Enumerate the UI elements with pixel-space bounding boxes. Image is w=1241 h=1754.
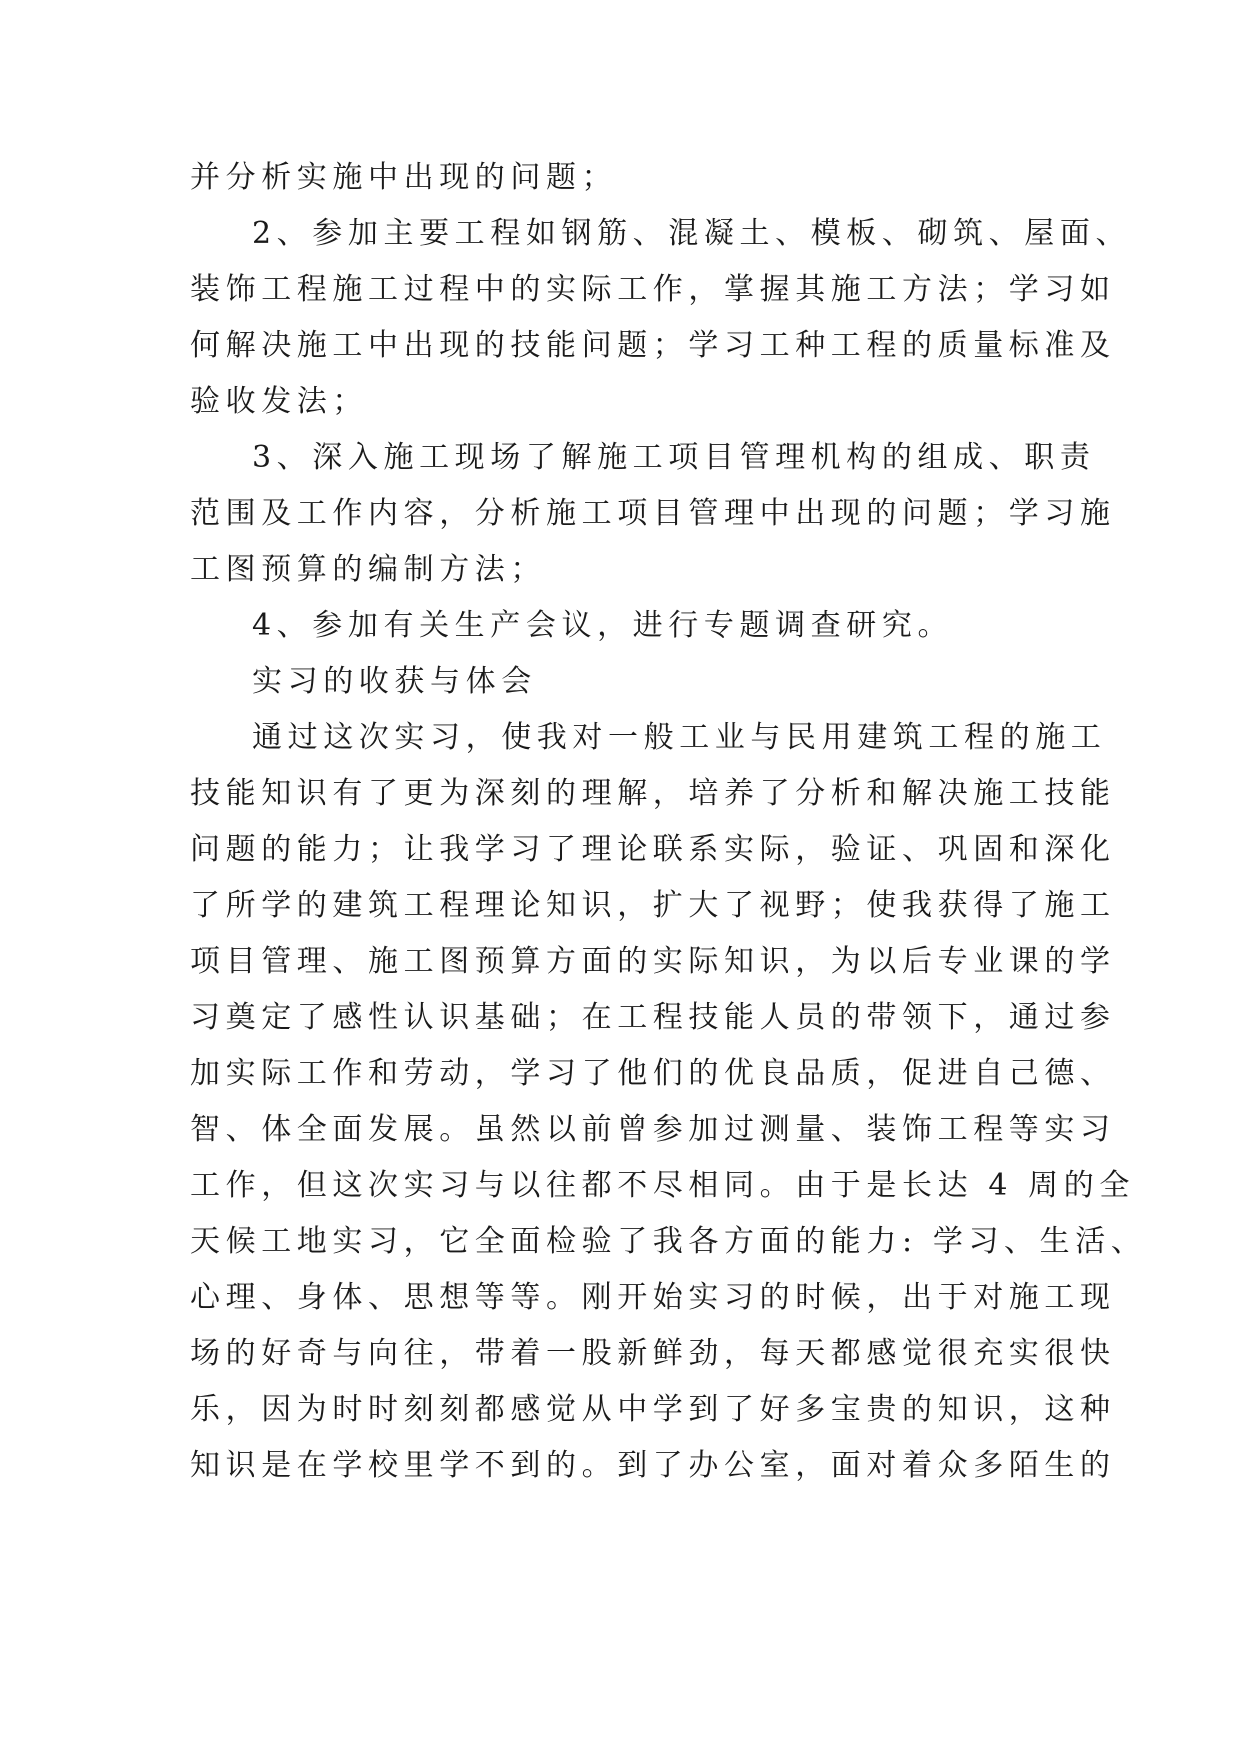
text-line: 场的好奇与向往，带着一股新鲜劲，每天都感觉很充实很快 <box>190 1336 1116 1371</box>
text-line: 3、深入施工现场了解施工项目管理机构的组成、职责 <box>252 440 1096 475</box>
text-line: 乐，因为时时刻刻都感觉从中学到了好多宝贵的知识，这种 <box>190 1392 1116 1427</box>
text-line: 验收发法； <box>190 384 368 419</box>
text-line: 知识是在学校里学不到的。到了办公室，面对着众多陌生的 <box>190 1448 1116 1483</box>
text-line: 范围及工作内容，分析施工项目管理中出现的问题；学习施 <box>190 496 1116 531</box>
text-line: 习奠定了感性认识基础；在工程技能人员的带领下，通过参 <box>190 1000 1116 1035</box>
text-line: 2、参加主要工程如钢筋、混凝土、模板、砌筑、屋面、 <box>252 216 1132 251</box>
text-line: 工图预算的编制方法； <box>190 552 546 587</box>
text-line: 天候工地实习，它全面检验了我各方面的能力: 学习、生活、 <box>190 1224 1147 1259</box>
text-line: 何解决施工中出现的技能问题；学习工种工程的质量标准及 <box>190 328 1116 363</box>
text-line: 4、参加有关生产会议，进行专题调查研究。 <box>252 608 954 643</box>
text-line: 技能知识有了更为深刻的理解，培养了分析和解决施工技能 <box>190 776 1116 811</box>
text-line: 装饰工程施工过程中的实际工作，掌握其施工方法；学习如 <box>190 272 1116 307</box>
text-line: 并分析实施中出现的问题； <box>190 160 618 195</box>
text-line: 工作，但这次实习与以往都不尽相同。由于是长达 4 周的全 <box>190 1168 1135 1203</box>
text-line: 问题的能力；让我学习了理论联系实际，验证、巩固和深化 <box>190 832 1116 867</box>
text-line: 加实际工作和劳动，学习了他们的优良品质，促进自己德、 <box>190 1056 1116 1091</box>
text-line: 心理、身体、思想等等。刚开始实习的时候，出于对施工现 <box>190 1280 1116 1315</box>
text-line: 通过这次实习，使我对一般工业与民用建筑工程的施工 <box>252 720 1107 755</box>
section-heading: 实习的收获与体会 <box>252 664 537 699</box>
text-line: 了所学的建筑工程理论知识，扩大了视野；使我获得了施工 <box>190 888 1116 923</box>
text-line: 项目管理、施工图预算方面的实际知识，为以后专业课的学 <box>190 944 1116 979</box>
text-line: 智、体全面发展。虽然以前曾参加过测量、装饰工程等实习 <box>190 1112 1116 1147</box>
